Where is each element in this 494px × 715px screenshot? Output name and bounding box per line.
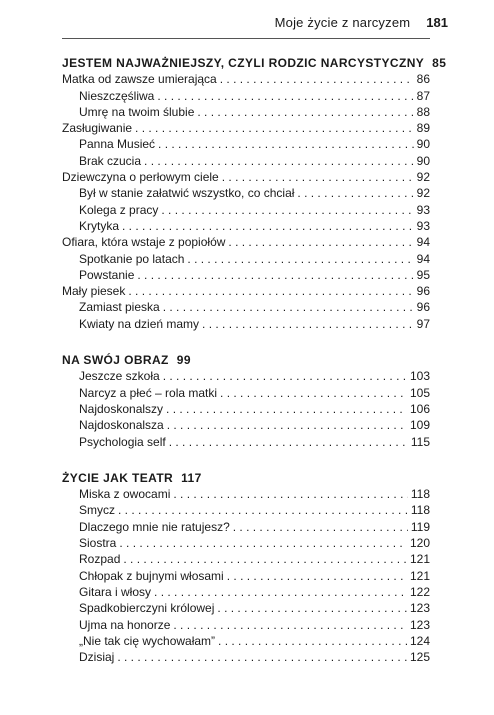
- dot-leader: [135, 120, 414, 136]
- toc-section: [62, 470, 430, 666]
- toc-entry: [62, 267, 430, 283]
- dot-leader: [173, 486, 408, 502]
- toc-entry: [62, 234, 430, 250]
- dot-leader: [222, 169, 414, 185]
- entry-page: 92: [416, 170, 430, 185]
- entry-page: 109: [409, 418, 430, 433]
- entry-title: Dzisiaj: [79, 650, 115, 665]
- entry-page: 97: [416, 316, 430, 331]
- page-number: 181: [426, 15, 448, 30]
- toc-entry: [62, 600, 430, 616]
- toc-entry: [62, 169, 430, 185]
- table-of-contents: [62, 55, 447, 685]
- dot-leader: [202, 316, 414, 332]
- dot-leader: [297, 185, 413, 201]
- entry-title: Ujma na honorze: [79, 617, 171, 632]
- dot-leader: [197, 104, 413, 120]
- entry-title: Panna Musieć: [79, 137, 156, 152]
- toc-entry: [62, 136, 430, 152]
- toc-entry: [62, 434, 430, 450]
- entry-title: Najdoskonalszy: [79, 401, 164, 416]
- entry-title: Nieszczęśliwa: [79, 88, 155, 103]
- entry-title: Psychologia self: [79, 434, 166, 449]
- entry-title: Miska z owocami: [79, 487, 171, 502]
- section-heading: [62, 470, 430, 486]
- entry-title: Jeszcze szkoła: [79, 369, 160, 384]
- section-page: 117: [181, 470, 202, 485]
- dot-leader: [173, 617, 407, 633]
- dot-leader: [220, 385, 407, 401]
- entry-title: Gitara i włosy: [79, 584, 152, 599]
- entry-page: 96: [416, 300, 430, 315]
- dot-leader: [217, 600, 407, 616]
- entry-title: Najdoskonalsza: [79, 418, 164, 433]
- entry-page: 90: [416, 137, 430, 152]
- entry-title: Ofiara, która wstaje z popiołów: [62, 235, 226, 250]
- entry-title: Smycz: [79, 503, 115, 518]
- dot-leader: [122, 218, 414, 234]
- entry-page: 106: [409, 401, 430, 416]
- entry-title: Brak czucia: [79, 153, 142, 168]
- dot-leader: [228, 234, 413, 250]
- section-title: JESTEM NAJWAŻNIEJSZY, CZYLI RODZIC NARCYSTYCZNY: [62, 56, 425, 70]
- dot-leader: [117, 649, 407, 665]
- toc-entry: [62, 502, 430, 518]
- toc-entry: [62, 153, 430, 169]
- dot-leader: [144, 153, 414, 169]
- dot-leader: [167, 417, 407, 433]
- entry-title: Był w stanie załatwić wszystko, co chciał: [79, 186, 295, 201]
- entry-page: 123: [409, 617, 430, 632]
- dot-leader: [154, 584, 407, 600]
- toc-entry: [62, 486, 430, 502]
- entry-page: 93: [416, 202, 430, 217]
- toc-entry: [62, 185, 430, 201]
- entry-page: 89: [416, 121, 430, 136]
- header-rule: [62, 38, 430, 39]
- dot-leader: [169, 434, 408, 450]
- dot-leader: [166, 401, 407, 417]
- entry-page: 105: [409, 385, 430, 400]
- entry-title: Spotkanie po latach: [79, 251, 185, 266]
- toc-entry: [62, 519, 430, 535]
- toc-entry: [62, 633, 430, 649]
- dot-leader: [137, 267, 413, 283]
- toc-entry: [62, 283, 430, 299]
- entry-title: Dlaczego mnie nie ratujesz?: [79, 519, 230, 534]
- dot-leader: [218, 633, 407, 649]
- dot-leader: [163, 299, 414, 315]
- entry-page: 96: [416, 284, 430, 299]
- toc-entry: [62, 368, 430, 384]
- dot-leader: [123, 551, 407, 567]
- section-title: NA SWÓJ OBRAZ: [62, 353, 169, 368]
- toc-entry: [62, 120, 430, 136]
- toc-entry: [62, 584, 430, 600]
- entry-title: Matka od zawsze umierająca: [62, 72, 217, 87]
- toc-entry: [62, 202, 430, 218]
- section-heading: [62, 352, 430, 368]
- entry-title: Powstanie: [79, 267, 135, 282]
- section-heading: [62, 55, 447, 71]
- entry-page: 90: [416, 153, 430, 168]
- toc-entry: [62, 104, 430, 120]
- section-page: 85: [432, 56, 447, 70]
- entry-title: „Nie tak cię wychowałam”: [79, 633, 216, 648]
- entry-page: 118: [410, 487, 430, 502]
- entry-page: 124: [409, 633, 430, 648]
- entry-page: 88: [416, 104, 430, 119]
- dot-leader: [158, 136, 414, 152]
- dot-leader: [163, 368, 407, 384]
- toc-entry: [62, 401, 430, 417]
- toc-entry: [62, 316, 430, 332]
- entry-title: Krytyka: [79, 218, 120, 233]
- entry-page: 115: [410, 434, 430, 449]
- toc-entry: [62, 299, 430, 315]
- toc-entry: [62, 551, 430, 567]
- entry-page: 122: [409, 584, 430, 599]
- entry-page: 121: [409, 568, 430, 583]
- dot-leader: [233, 519, 408, 535]
- entry-title: Umrę na twoim ślubie: [79, 104, 195, 119]
- entry-page: 103: [409, 369, 430, 384]
- toc-entry: [62, 385, 430, 401]
- entry-page: 118: [410, 503, 430, 518]
- entry-title: Zamiast pieska: [79, 300, 160, 315]
- entry-page: 95: [416, 267, 430, 282]
- dot-leader: [220, 71, 414, 87]
- entry-page: 87: [416, 88, 430, 103]
- entry-title: Spadkobierczyni królowej: [79, 601, 215, 616]
- toc-entry: [62, 417, 430, 433]
- toc-entry: [62, 88, 430, 104]
- toc-section: [62, 55, 447, 332]
- dot-leader: [161, 202, 413, 218]
- entry-title: Mały piesek: [62, 284, 126, 299]
- entry-page: 125: [409, 650, 430, 665]
- dot-leader: [157, 88, 413, 104]
- entry-page: 123: [409, 601, 430, 616]
- running-title: Moje życie z narcyzem: [274, 15, 411, 30]
- toc-section: [62, 352, 430, 450]
- entry-title: Narcyz a płeć – rola matki: [79, 385, 218, 400]
- entry-page: 94: [416, 235, 430, 250]
- entry-title: Rozpad: [79, 552, 121, 567]
- toc-entry: [62, 617, 430, 633]
- section-title: ŻYCIE JAK TEATR: [62, 470, 174, 485]
- entry-page: 92: [416, 186, 430, 201]
- dot-leader: [119, 535, 407, 551]
- toc-entry: [62, 535, 430, 551]
- entry-page: 94: [416, 251, 430, 266]
- toc-entry: [62, 218, 430, 234]
- entry-title: Siostra: [79, 536, 117, 551]
- toc-entry: [62, 568, 430, 584]
- toc-entry: [62, 649, 430, 665]
- entry-title: Chłopak z bujnymi włosami: [79, 568, 224, 583]
- entry-title: Zasługiwanie: [62, 121, 133, 136]
- entry-page: 120: [409, 536, 430, 551]
- entry-title: Kwiaty na dzień mamy: [79, 316, 200, 331]
- dot-leader: [128, 283, 413, 299]
- running-header: [275, 15, 448, 30]
- entry-page: 93: [416, 218, 430, 233]
- entry-page: 119: [410, 519, 430, 534]
- entry-page: 121: [409, 552, 430, 567]
- section-page: 99: [176, 353, 191, 368]
- toc-entry: [62, 71, 430, 87]
- dot-leader: [227, 568, 407, 584]
- entry-title: Dziewczyna o perłowym ciele: [62, 170, 219, 185]
- dot-leader: [187, 251, 413, 267]
- toc-entry: [62, 251, 430, 267]
- entry-title: Kolega z pracy: [79, 202, 159, 217]
- dot-leader: [118, 502, 408, 518]
- entry-page: 86: [416, 72, 430, 87]
